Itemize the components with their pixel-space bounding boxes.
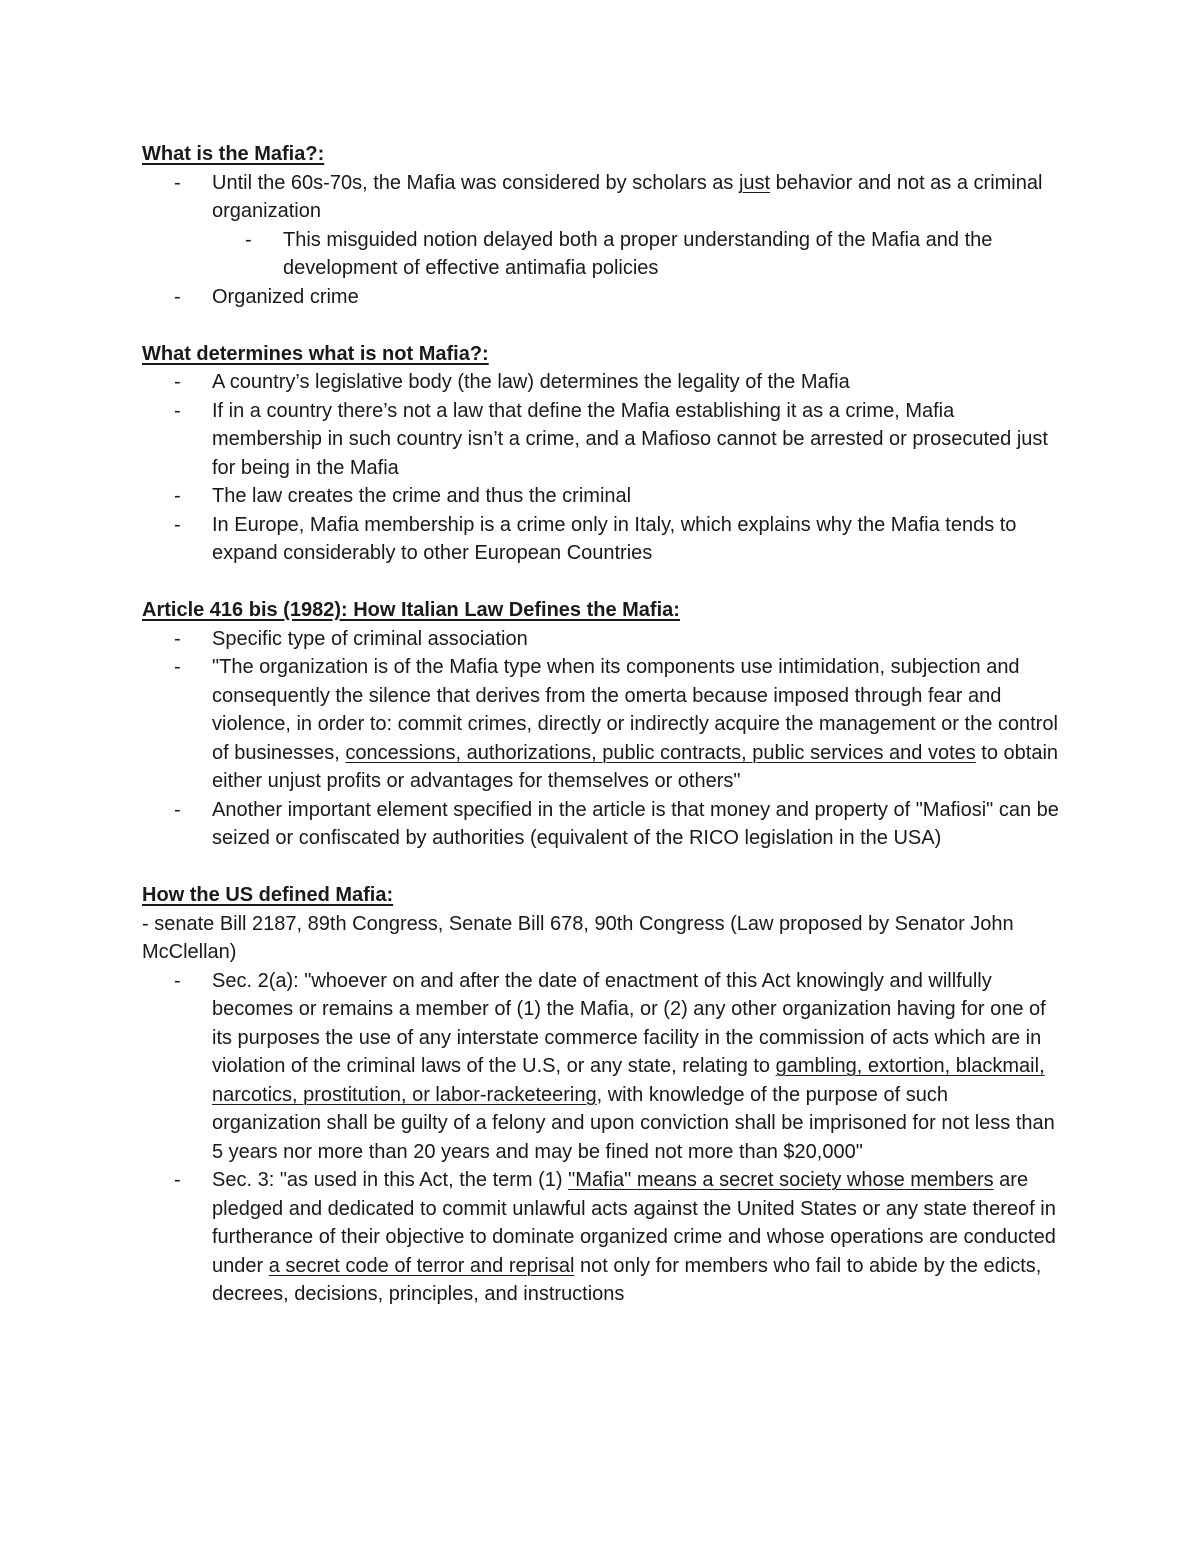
section-heading: Article 416 bis (1982): How Italian Law Defines the Mafia: bbox=[142, 599, 680, 621]
item-text: The law creates the crime and thus the criminal bbox=[212, 485, 632, 507]
bullet-dash: - bbox=[174, 513, 181, 536]
document-body bbox=[142, 140, 1062, 1309]
sub-bullet-list bbox=[142, 226, 1062, 283]
underlined-text: "Mafia" means a secret society whose members bbox=[568, 1169, 994, 1191]
bullet-dash: - bbox=[174, 1169, 181, 1191]
bullet-dash: - bbox=[174, 798, 181, 821]
item-text: Specific type of criminal association bbox=[212, 627, 528, 650]
spacer bbox=[142, 853, 1062, 882]
list-item bbox=[142, 653, 1062, 796]
item-text: "The organization is of the Mafia type when its components use intimidation, subjection and consequently the silence that derives from the omerta because imposed through fear and violence, in order to: commit crimes, directly or indirectly acquire the management or the control of businesses, bbox=[212, 656, 1058, 764]
section-heading: What determines what is not Mafia?: bbox=[142, 342, 489, 365]
list-item bbox=[142, 511, 1062, 568]
item-text: not only for members who fail to abide by the edicts, decrees, decisions, principles, and instructions bbox=[212, 1254, 1042, 1305]
bullet-list bbox=[142, 967, 1062, 1309]
underlined-text: a secret code of terror and reprisal bbox=[268, 1254, 575, 1277]
bullet-dash: - bbox=[174, 371, 181, 393]
list-item bbox=[142, 397, 1062, 483]
list-item bbox=[142, 169, 1062, 226]
section-heading: How the US defined Mafia: bbox=[142, 884, 394, 906]
section-what-is-not-mafia bbox=[142, 340, 1062, 568]
item-text: If in a country there’s not a law that define the Mafia establishing it as a crime, Mafia membership in such country isn’t a crime, and a Mafioso cannot be arrested or prosecuted just for being in the Mafia bbox=[212, 399, 1048, 479]
bullet-list bbox=[142, 625, 1062, 853]
bullet-list bbox=[142, 169, 1062, 226]
section-us-definition bbox=[142, 881, 1062, 1309]
bullet-dash: - bbox=[174, 171, 181, 194]
bullet-dash: - bbox=[174, 627, 181, 650]
underlined-text: concessions, authorizations, public contracts, public services and votes bbox=[345, 741, 976, 764]
item-text: This misguided notion delayed both a proper understanding of the Mafia and the development of effective antimafia policies bbox=[283, 228, 993, 279]
item-text: to obtain either unjust profits or advantages for themselves or others" bbox=[212, 741, 1059, 792]
bullet-dash: - bbox=[174, 969, 181, 992]
item-text: , with knowledge of the purpose of such organization shall be guilty of a felony and upon conviction shall be imprisoned for not less than 5 years nor more than 20 years and may be fined not more than $20,000" bbox=[212, 1083, 1055, 1163]
item-text: A country’s legislative body (the law) determines the legality of the Mafia bbox=[212, 371, 850, 393]
item-text: Organized crime bbox=[212, 285, 359, 308]
item-text: Another important element specified in the article is that money and property of "Mafiosi" can be seized or confiscated by authorities (equivalent of the RICO legislation in the USA) bbox=[212, 798, 1059, 849]
section-heading: What is the Mafia?: bbox=[142, 143, 325, 165]
section-what-is-mafia bbox=[142, 140, 1062, 311]
spacer bbox=[142, 568, 1062, 597]
item-text: behavior and not as a criminal organization bbox=[212, 171, 1043, 222]
underlined-text: gambling, extortion, blackmail, narcotics, prostitution, or labor-racketeering bbox=[212, 1055, 1045, 1106]
list-item bbox=[142, 625, 1062, 654]
list-item bbox=[142, 1166, 1062, 1309]
underlined-text: just bbox=[738, 171, 771, 194]
item-text: are pledged and dedicated to commit unlawful acts against the United States or any state thereof in furtherance of their objective to dominate organized crime and whose operations are conducted under bbox=[212, 1169, 1056, 1277]
section-italian-law bbox=[142, 596, 1062, 853]
list-item bbox=[142, 226, 1062, 283]
bullet-dash: - bbox=[174, 485, 181, 507]
list-item bbox=[142, 967, 1062, 1167]
spacer bbox=[142, 311, 1062, 340]
item-text: In Europe, Mafia membership is a crime only in Italy, which explains why the Mafia tends to expand considerably to other European Countries bbox=[212, 513, 1017, 564]
list-item bbox=[142, 283, 1062, 312]
list-item bbox=[142, 482, 1062, 511]
bullet-dash: - bbox=[174, 656, 181, 678]
item-text: Sec. 3: "as used in this Act, the term (1) bbox=[212, 1169, 569, 1191]
bullet-list bbox=[142, 368, 1062, 568]
bullet-dash: - bbox=[174, 399, 181, 422]
lead-text: - senate Bill 2187, 89th Congress, Senate Bill 678, 90th Congress (Law proposed by Senator John McClellan) bbox=[142, 912, 1014, 963]
list-item bbox=[142, 368, 1062, 397]
bullet-dash: - bbox=[174, 285, 181, 308]
item-text: Sec. 2(a): "whoever on and after the date of enactment of this Act knowingly and willfully becomes or remains a member of (1) the Mafia, or (2) any other organization having for one of its purposes the use of any interstate commerce facility in the commission of acts which are in violation of the criminal laws of the U.S, or any state, relating to bbox=[212, 969, 1046, 1077]
bullet-list bbox=[142, 283, 1062, 312]
list-item bbox=[142, 796, 1062, 853]
item-text: Until the 60s-70s, the Mafia was considered by scholars as bbox=[212, 171, 739, 194]
bullet-dash: - bbox=[245, 228, 252, 251]
